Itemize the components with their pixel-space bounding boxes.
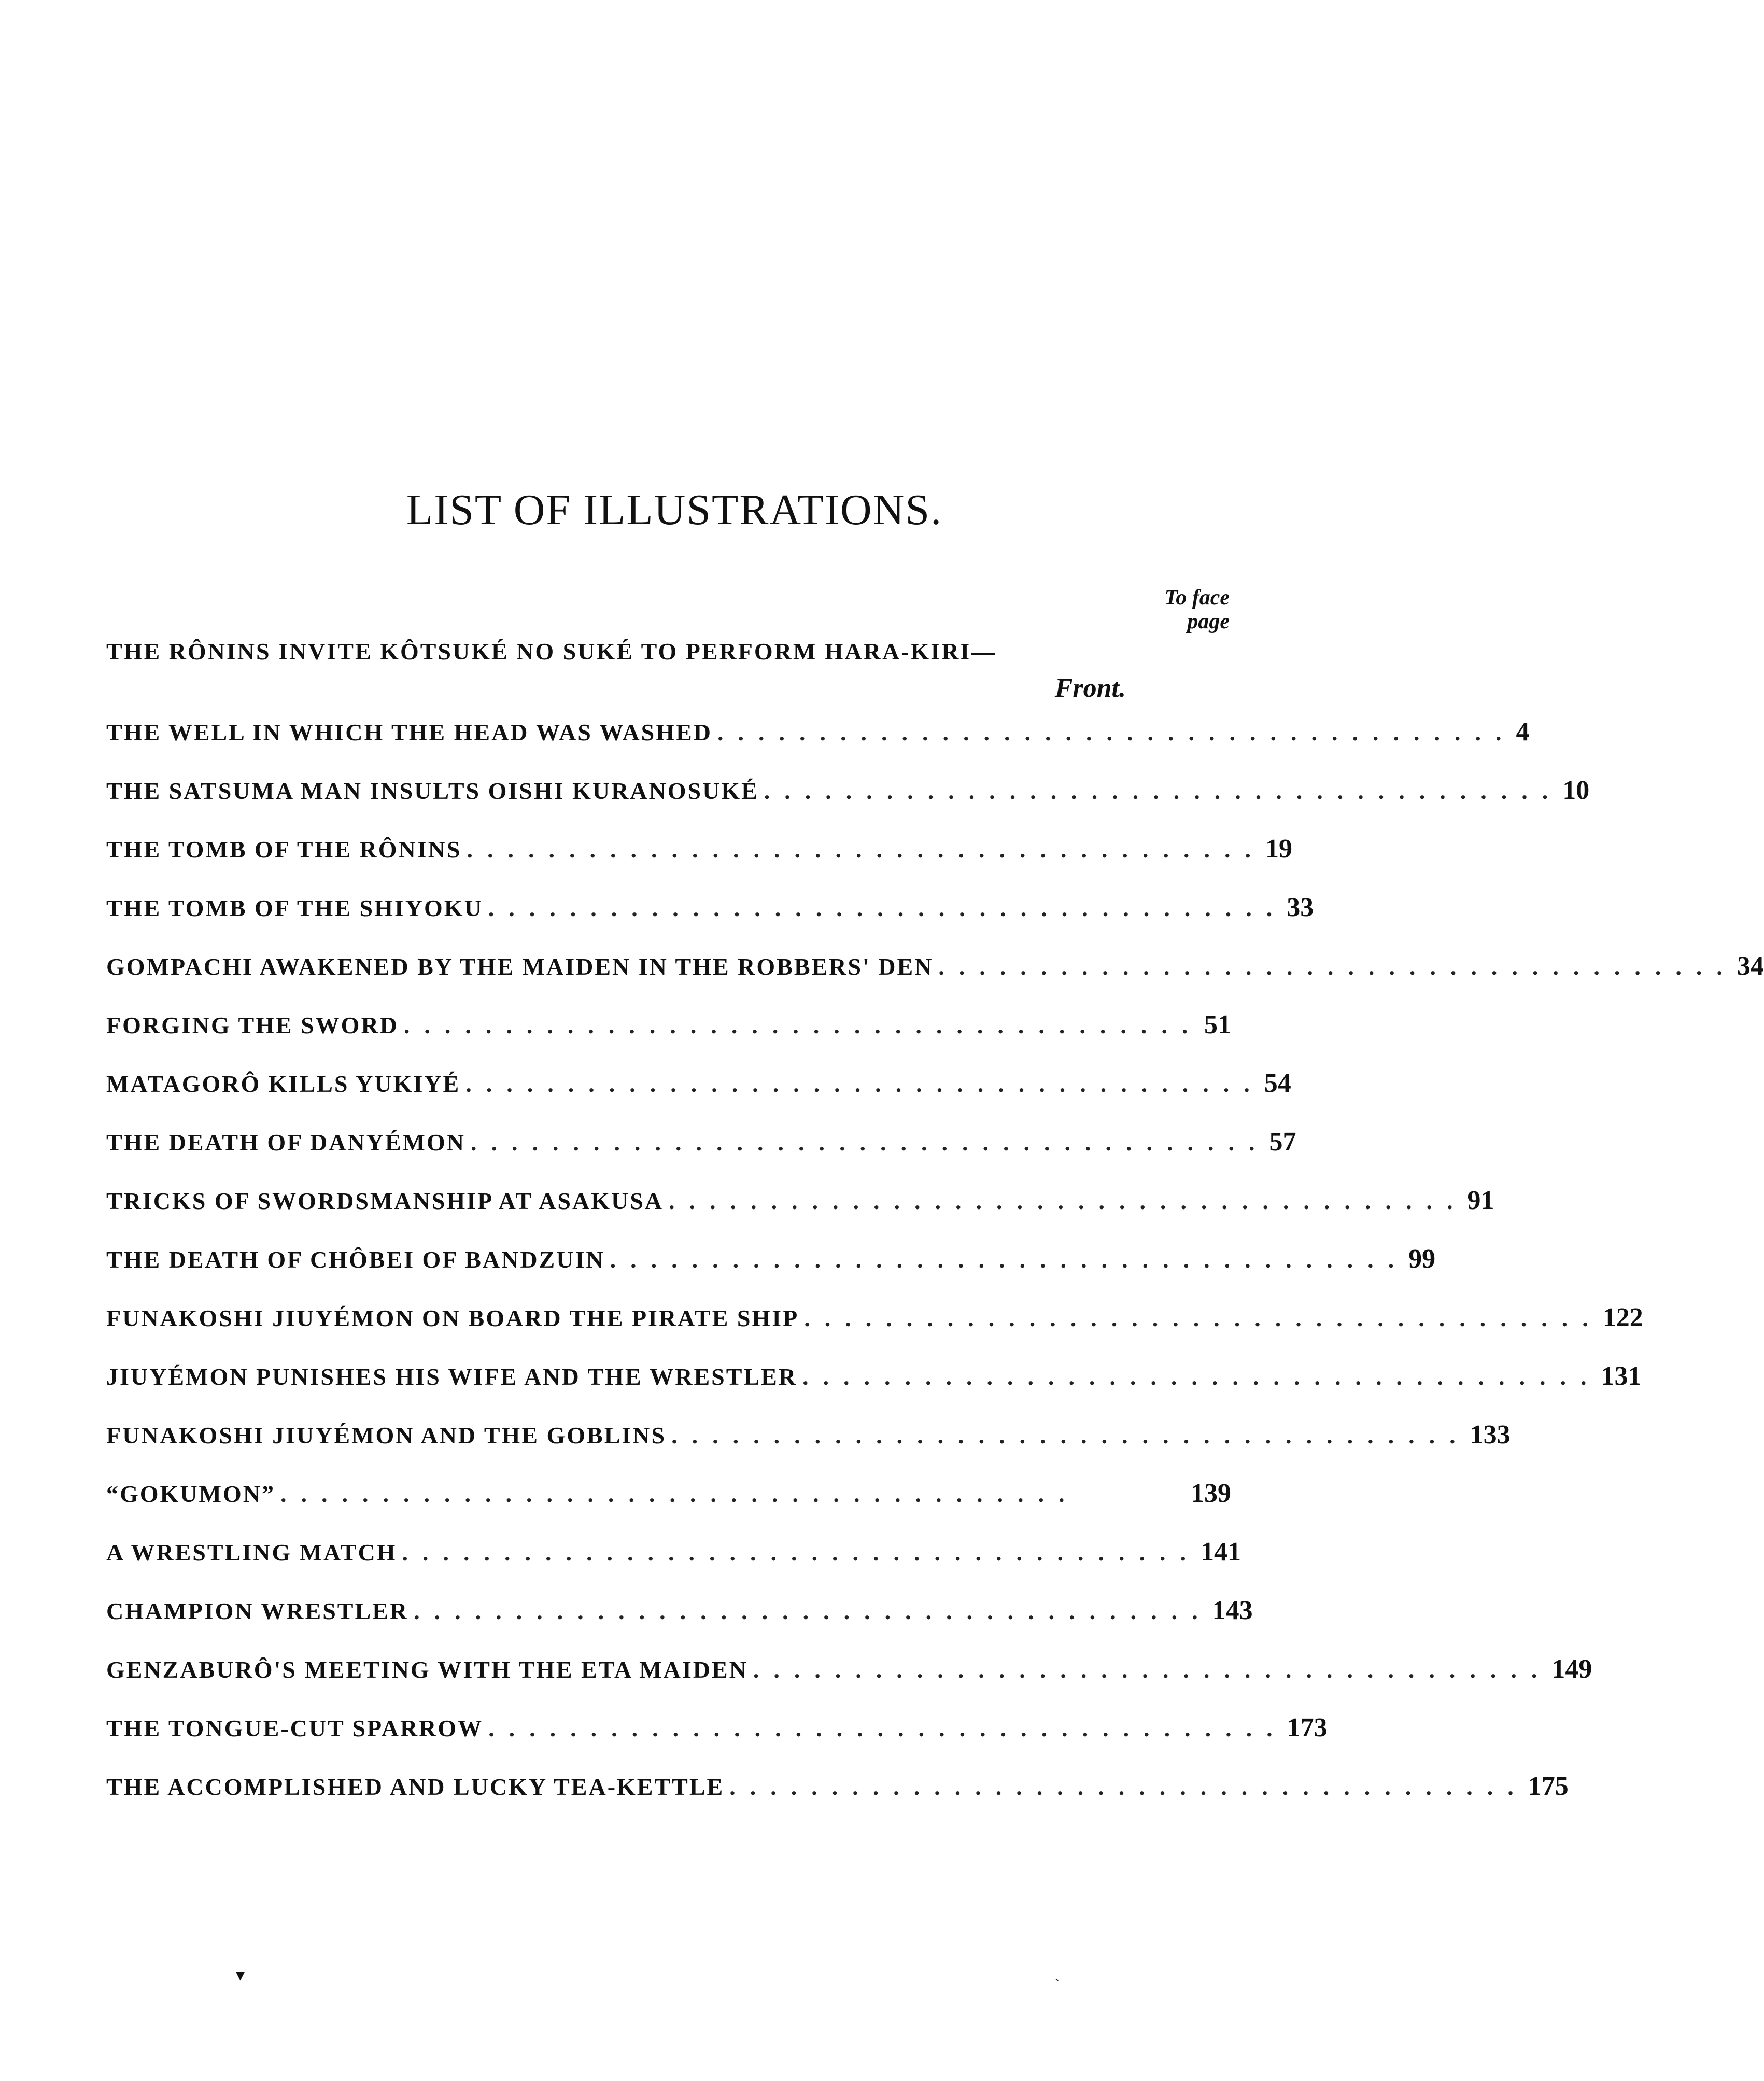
entry-page: 131	[1601, 1361, 1642, 1391]
entry-page: 139	[1191, 1479, 1231, 1508]
list-item	[106, 1757, 1569, 1816]
entry-page: 54	[1264, 1068, 1291, 1098]
list-item	[106, 1288, 1643, 1347]
entry-title: THE DEATH OF CHÔBEI OF BANDZUIN	[106, 1246, 605, 1273]
entry-title: “GOKUMON”	[106, 1481, 275, 1507]
entry-title: A WRESTLING MATCH	[106, 1539, 397, 1566]
entry-title: FUNAKOSHI JIUYÉMON ON BOARD THE PIRATE SHIP	[106, 1305, 799, 1331]
entry-page: 33	[1287, 893, 1314, 922]
entry-page: 51	[1204, 1010, 1231, 1039]
dot-leader: .......................................	[465, 1071, 1264, 1097]
entry-page: 141	[1201, 1537, 1241, 1567]
list-item	[106, 1640, 1592, 1698]
dot-leader: .......................................	[802, 1363, 1601, 1390]
list-item	[106, 1113, 1296, 1171]
page-title: LIST OF ILLUSTRATIONS.	[406, 486, 943, 534]
list-item	[106, 1523, 1241, 1581]
entry-title: FUNAKOSHI JIUYÉMON AND THE GOBLINS	[106, 1422, 667, 1449]
dot-leader: .......................................	[414, 1598, 1212, 1624]
entry-title: GOMPACHI AWAKENED BY THE MAIDEN IN THE ROBBERS' DEN	[106, 953, 934, 980]
dot-leader: .......................................	[488, 1715, 1287, 1741]
dot-leader: .......................................	[764, 778, 1563, 804]
list-item	[106, 820, 1292, 878]
list-item	[106, 1230, 1436, 1288]
entry-page: 175	[1528, 1771, 1569, 1801]
entry-title: FORGING THE SWORD	[106, 1012, 399, 1038]
entry-title: MATAGORÔ KILLS YUKIYÉ	[106, 1071, 461, 1097]
dot-leader: .......................................	[488, 895, 1287, 921]
list-item	[106, 1464, 1231, 1523]
list-item	[106, 1581, 1253, 1640]
entry-title: THE WELL IN WHICH THE HEAD WAS WASHED	[106, 719, 712, 746]
entry-title: THE ACCOMPLISHED AND LUCKY TEA-KETTLE	[106, 1774, 725, 1800]
frontispiece-title: THE RÔNINS INVITE KÔTSUKÉ NO SUKÉ TO PERFORM HARA-KIRI—	[106, 638, 997, 665]
dot-leader: .......................................	[403, 1012, 1203, 1038]
entry-title: THE DEATH OF DANYÉMON	[106, 1129, 465, 1156]
dot-leader: .......................................	[467, 836, 1265, 863]
dot-leader: .......................................	[729, 1774, 1528, 1800]
dot-leader: .......................................	[804, 1305, 1603, 1331]
dot-leader: .......................................	[671, 1422, 1470, 1449]
dot-leader: .......................................	[938, 953, 1737, 980]
list-item	[106, 995, 1231, 1054]
entry-page: 19	[1265, 834, 1292, 864]
list-item	[106, 937, 1764, 995]
dot-leader: .......................................	[717, 719, 1516, 746]
entry-page: 57	[1269, 1127, 1296, 1157]
illustration-list	[106, 702, 1764, 1816]
dot-leader: .......................................	[753, 1656, 1552, 1683]
entry-page: 149	[1551, 1654, 1592, 1684]
entry-page: 34	[1737, 951, 1764, 981]
entry-title: GENZABURÔ'S MEETING WITH THE ETA MAIDEN	[106, 1656, 748, 1683]
dot-leader: .......................................	[280, 1481, 1079, 1507]
entry-page: 122	[1602, 1303, 1643, 1332]
print-speck: ▾	[236, 1966, 245, 1985]
entry-page: 4	[1516, 717, 1530, 747]
list-item	[106, 878, 1314, 937]
entry-page: 10	[1562, 776, 1590, 805]
list-item	[106, 761, 1590, 820]
list-item	[106, 1405, 1511, 1464]
entry-title: CHAMPION WRESTLER	[106, 1598, 409, 1624]
entry-title: THE TONGUE-CUT SPARROW	[106, 1715, 484, 1741]
entry-title: JIUYÉMON PUNISHES HIS WIFE AND THE WRESTLER	[106, 1363, 797, 1390]
entry-page: 99	[1408, 1244, 1436, 1274]
frontispiece-page: Front.	[1054, 673, 1126, 703]
dot-leader: .......................................	[610, 1246, 1409, 1273]
frontispiece-entry	[106, 638, 1231, 665]
entry-title: THE TOMB OF THE SHIYOKU	[106, 895, 483, 921]
column-header-line-2: page	[1187, 610, 1230, 634]
dot-leader: .......................................	[470, 1129, 1269, 1156]
entry-page: 133	[1470, 1420, 1511, 1450]
entry-page: 173	[1287, 1713, 1328, 1742]
list-item	[106, 702, 1530, 761]
list-item	[106, 1171, 1494, 1230]
list-item	[106, 1698, 1328, 1757]
entry-title: THE TOMB OF THE RÔNINS	[106, 836, 462, 863]
entry-title: TRICKS OF SWORDSMANSHIP AT ASAKUSA	[106, 1188, 664, 1214]
entry-page: 143	[1212, 1596, 1253, 1625]
dot-leader: .......................................	[669, 1188, 1467, 1214]
entry-title: THE SATSUMA MAN INSULTS OISHI KURANOSUKÉ	[106, 778, 759, 804]
list-item	[106, 1054, 1291, 1113]
print-speck: ˎ	[1055, 1966, 1060, 1982]
list-item	[106, 1347, 1642, 1405]
column-header	[1164, 586, 1230, 634]
column-header-line-1: To face	[1164, 586, 1230, 610]
entry-page: 91	[1467, 1186, 1494, 1215]
dot-leader: .......................................	[402, 1539, 1201, 1566]
